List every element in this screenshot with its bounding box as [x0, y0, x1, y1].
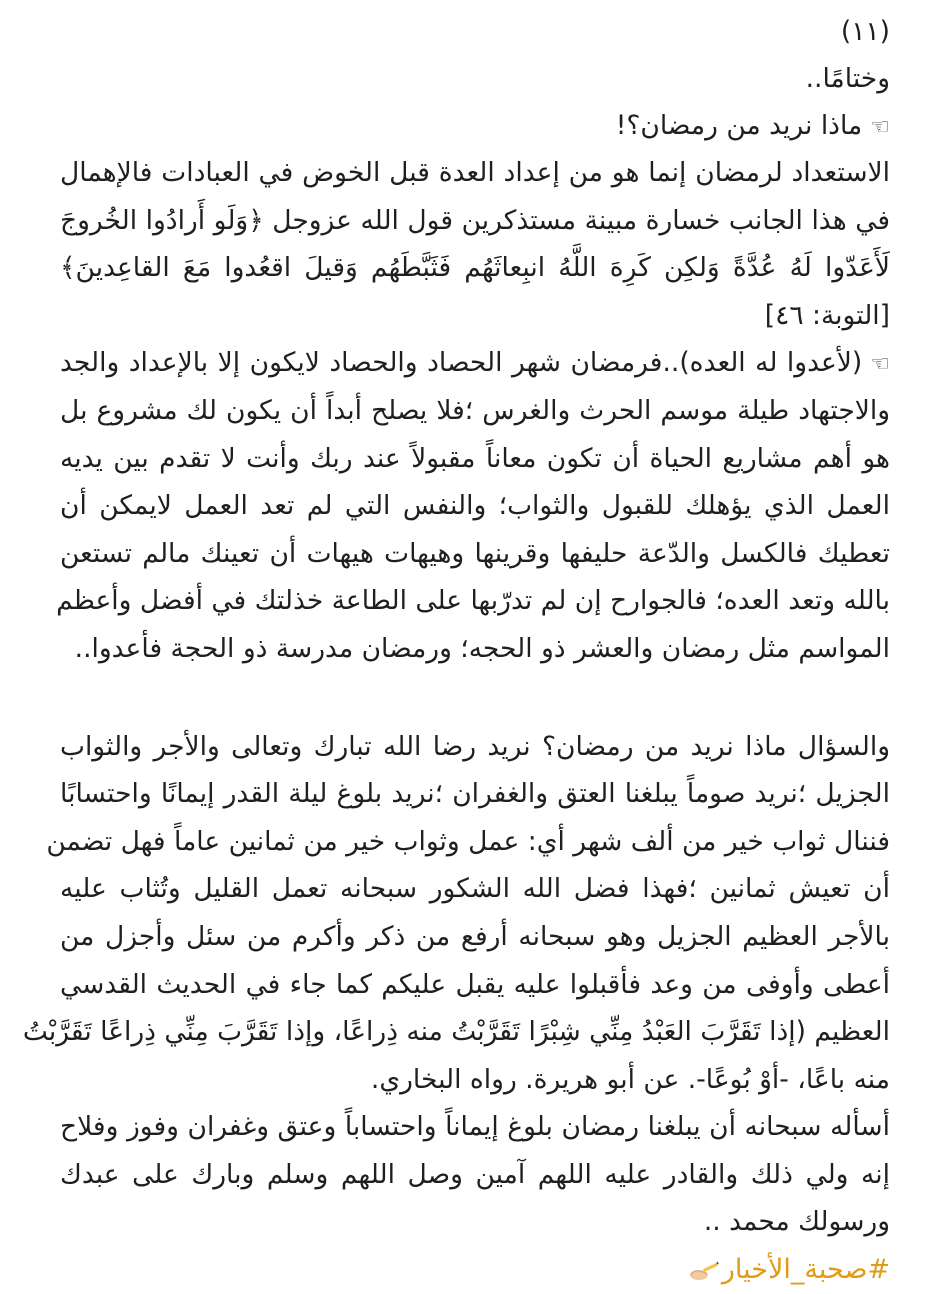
hadith-line: منه باعًا، -أوْ بُوعًا-. عن أبو هريرة. رواه البخاري. [370, 1063, 890, 1095]
paragraph-question [22, 723, 890, 1104]
paragraph-line: أعطى وأوفى من وعد فأقبلوا عليه يقبل عليكم كما جاء في الحديث القدسي [60, 968, 890, 1000]
paragraph-line: الجزيل ؛نريد صوماً يبلغنا العتق والغفران ؛نريد بلوغ ليلة القدر إيمانًا واحتسابًا [60, 778, 890, 810]
question-heading [60, 102, 890, 149]
writing-hand-icon [688, 1260, 720, 1282]
paragraph-line: لَأَعَدّوا لَهُ عُدَّةً وَلكِن كَرِهَ اللَّهُ انبِعاثَهُم فَثَبَّطَهُم وَقيلَ اقعُدوا مَعَ القاعِدينَ﴾ [60, 252, 890, 284]
quran-reference: [التوبة: ٤٦] [764, 299, 890, 331]
paragraph-line: ورسولك محمد .. [703, 1206, 890, 1238]
paragraph-line: في هذا الجانب خسارة مبينة مستذكرين قول الله عزوجل ﴿وَلَو أَرادُوا الخُروجَ [60, 204, 890, 236]
paragraph-harvest [56, 339, 890, 672]
paragraph-line: تعطيك فالكسل والدّعة حليفها وقرينها وهيهات هيهات أن تعينك مالم تستعن [60, 537, 890, 569]
paragraph-line: والسؤال ماذا نريد من رمضان؟ نريد رضا الله تبارك وتعالى والأجر والثواب [60, 730, 890, 762]
paragraph-line: أن تعيش ثمانين ؛فهذا فضل الله الشكور سبحانه تعمل القليل وتُثاب عليه [60, 873, 890, 905]
paragraph-line: فننال ثواب خير من ألف شهر أي: عمل وثواب خير من ثمانين عاماً فهل تضمن [46, 825, 890, 857]
paragraph-line: بالله وتعد العده؛ فالجوارح إن لم تدرّبها على الطاعة خذلتك في أفضل وأعظم [56, 585, 890, 617]
hashtag[interactable] [60, 1246, 890, 1294]
pointing-hand-icon: ☜ [870, 115, 890, 140]
paragraph-spacer [60, 673, 890, 723]
paragraph-line: إنه ولي ذلك والقادر عليه اللهم آمين وصل اللهم وسلم وبارك على عبدك [60, 1158, 890, 1190]
question-text: ماذا نريد من رمضان؟! [615, 110, 863, 141]
paragraph-line: بالأجر العظيم الجزيل وهو سبحانه أرفع من ذكر وأكرم من سئل وأجزل من [60, 920, 890, 952]
paragraph-supplication [60, 1103, 890, 1246]
hadith-line: العظيم (إذا تَقَرَّبَ العَبْدُ مِنِّي شِبْرًا تَقَرَّبْتُ منه ذِراعًا، وإذا تَقَرَّبَ مِنِّي ذِراعًا تَقَرَّبْتُ [22, 1016, 890, 1048]
paragraph-line-text: (لأعدوا له العده)..فرمضان شهر الحصاد والحصاد لايكون إلا بالإعداد والجد [60, 347, 863, 379]
paragraph-line: أسأله سبحانه أن يبلغنا رمضان بلوغ إيماناً واحتساباً وعتق وغفران وفوز وفلاح [60, 1111, 890, 1143]
paragraph-line [60, 339, 890, 387]
paragraph-preparation [60, 149, 890, 339]
closing-heading: وختامًا.. [805, 63, 890, 94]
paragraph-line: هو أهم مشاريع الحياة أن تكون معاناً مقبولاً عند ربك وأنت لا تقدم بين يديه [60, 442, 890, 474]
paragraph-line: والاجتهاد طيلة موسم الحرث والغرس ؛فلا يصلح أبداً أن يكون لك مشروع بل [60, 394, 890, 426]
paragraph-line: الاستعداد لرمضان إنما هو من إعداد العدة قبل الخوض في العبادات فالإهمال [60, 157, 890, 188]
paragraph-line: العمل الذي يؤهلك للقبول والثواب؛ والنفس التي لم تعد العمل لايمكن أن [60, 490, 890, 522]
section-number: (١١) [840, 16, 890, 47]
pointing-hand-icon: ☜ [870, 352, 890, 378]
hashtag-text[interactable]: #صحبة_الأخيار [721, 1254, 890, 1286]
paragraph-line: المواسم مثل رمضان والعشر ذو الحجه؛ ورمضان مدرسة ذو الحجة فأعدوا.. [74, 632, 890, 664]
